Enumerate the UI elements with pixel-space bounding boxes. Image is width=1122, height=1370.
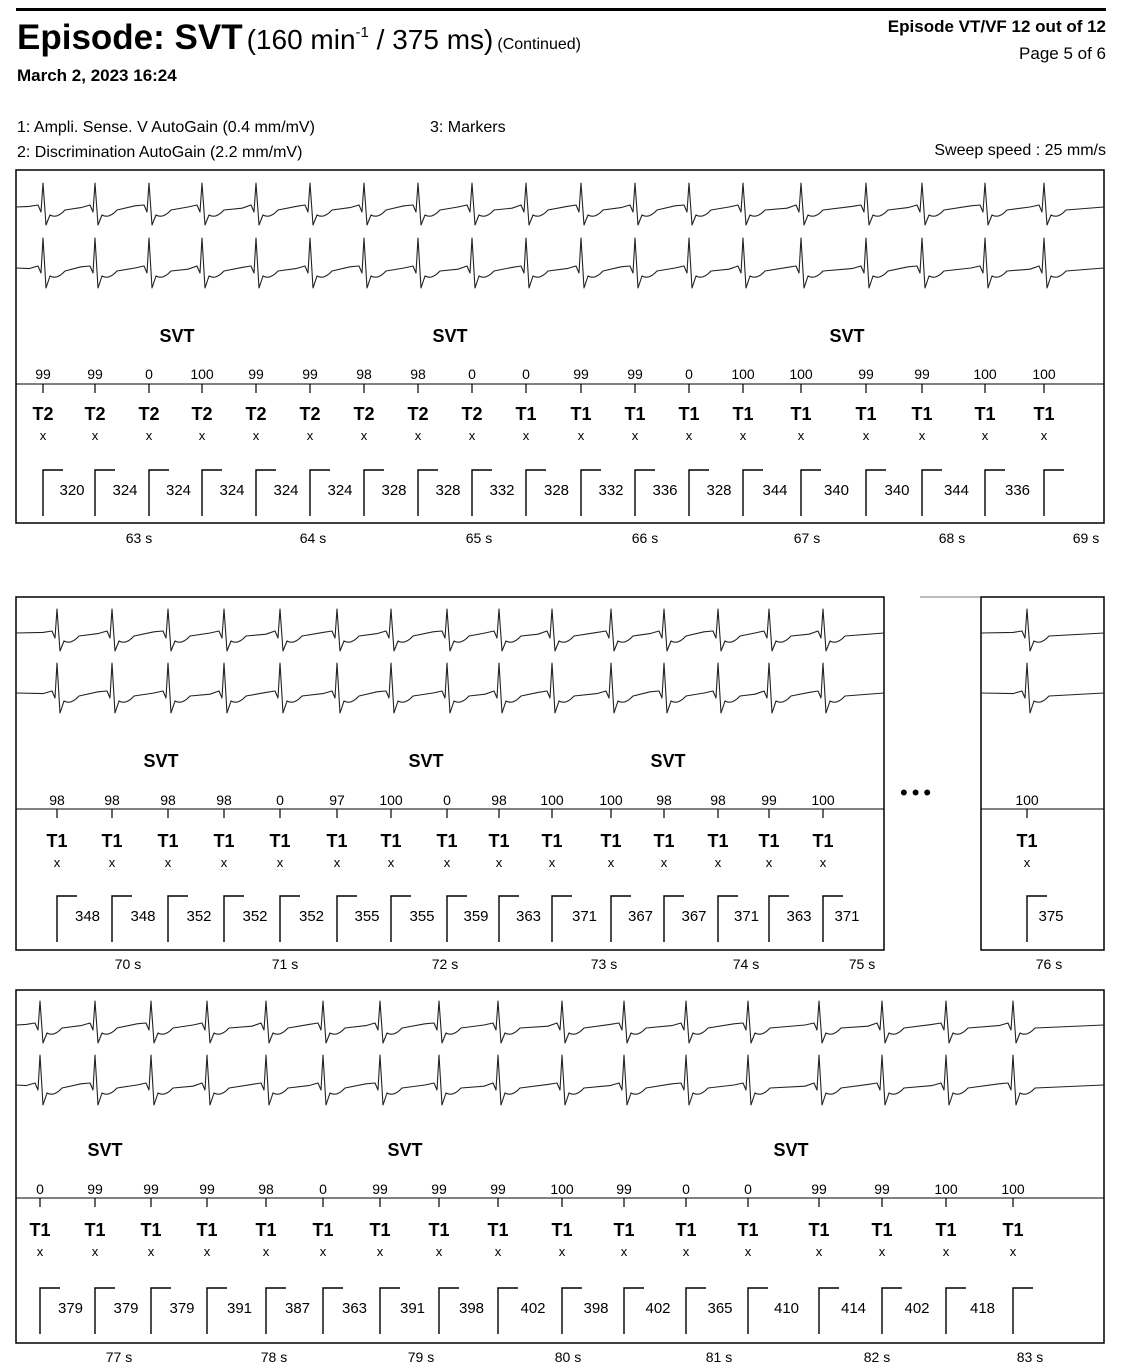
time-label: 71 s xyxy=(271,956,299,972)
event-marker: T1 xyxy=(613,1220,635,1240)
event-marker: T1 xyxy=(808,1220,830,1240)
event-marker-x: x xyxy=(91,1244,99,1259)
channel-2-legend: 2: Discrimination AutoGain (2.2 mm/mV) xyxy=(17,144,303,161)
interval-value: 328 xyxy=(706,482,732,499)
event-marker: T1 xyxy=(678,404,700,424)
match-percent: 98 xyxy=(710,792,726,808)
interval-bracket xyxy=(323,1288,343,1334)
event-marker: T1 xyxy=(380,831,402,851)
event-marker-x: x xyxy=(981,428,989,443)
match-percent: 0 xyxy=(36,1181,44,1197)
event-marker: T1 xyxy=(84,1220,106,1240)
event-marker-x: x xyxy=(203,1244,211,1259)
time-label: 69 s xyxy=(1072,530,1100,546)
event-marker: T1 xyxy=(624,404,646,424)
interval-value: 365 xyxy=(707,1300,733,1317)
match-percent: 0 xyxy=(145,366,153,382)
interval-bracket xyxy=(985,470,1005,516)
match-percent: 100 xyxy=(1001,1181,1025,1197)
interval-value: 371 xyxy=(571,908,598,925)
event-marker-x: x xyxy=(333,855,341,870)
interval-value: 324 xyxy=(165,482,192,499)
time-label: 82 s xyxy=(863,1349,891,1365)
strip-frame xyxy=(981,597,1104,950)
event-marker-x: x xyxy=(744,1244,752,1259)
event-marker-x: x xyxy=(108,855,116,870)
egm-trace-discrimination xyxy=(16,238,1104,288)
egm-trace-sense xyxy=(16,183,1104,225)
event-marker-x: x xyxy=(878,1244,886,1259)
svt-label: SVT xyxy=(143,751,179,771)
event-marker-x: x xyxy=(631,428,639,443)
match-percent: 99 xyxy=(914,366,930,382)
egm-trace-discrimination xyxy=(16,663,884,713)
event-marker: T1 xyxy=(737,1220,759,1240)
time-label: 72 s xyxy=(431,956,459,972)
match-percent: 98 xyxy=(216,792,232,808)
event-marker-x: x xyxy=(145,428,153,443)
svt-label: SVT xyxy=(650,751,686,771)
match-percent: 99 xyxy=(761,792,777,808)
match-percent: 99 xyxy=(87,1181,103,1197)
match-percent: 98 xyxy=(491,792,507,808)
match-percent: 0 xyxy=(522,366,530,382)
time-label: 83 s xyxy=(1016,1349,1044,1365)
event-marker: T1 xyxy=(269,831,291,851)
event-marker-x: x xyxy=(1023,855,1031,870)
interval-value: 324 xyxy=(219,482,245,499)
event-marker-x: x xyxy=(36,1244,44,1259)
interval-value: 402 xyxy=(520,1300,546,1317)
interval-bracket xyxy=(748,1288,768,1334)
interval-bracket xyxy=(801,470,821,516)
channel-3-legend: 3: Markers xyxy=(430,119,506,136)
match-percent: 98 xyxy=(104,792,120,808)
interval-value: 324 xyxy=(273,482,299,499)
event-marker: T1 xyxy=(570,404,592,424)
event-marker-x: x xyxy=(443,855,451,870)
interval-bracket xyxy=(552,896,572,942)
match-percent: 99 xyxy=(372,1181,388,1197)
event-marker: T1 xyxy=(1016,831,1038,851)
match-percent: 100 xyxy=(599,792,623,808)
interval-value: 355 xyxy=(354,908,380,925)
event-marker: T1 xyxy=(812,831,834,851)
event-marker: T2 xyxy=(299,404,321,424)
time-label: 66 s xyxy=(631,530,659,546)
interval-value: 418 xyxy=(969,1300,996,1317)
event-marker-x: x xyxy=(198,428,206,443)
match-percent: 99 xyxy=(87,366,103,382)
event-marker: T2 xyxy=(32,404,54,424)
episode-date: March 2, 2023 16:24 xyxy=(17,66,177,85)
time-label: 80 s xyxy=(554,1349,582,1365)
interval-value: 344 xyxy=(943,482,970,499)
interval-value: 344 xyxy=(762,482,788,499)
time-label: 68 s xyxy=(938,530,966,546)
event-marker-x: x xyxy=(558,1244,566,1259)
match-percent: 0 xyxy=(682,1181,690,1197)
event-marker: T1 xyxy=(1002,1220,1024,1240)
interval-value: 324 xyxy=(112,482,138,499)
match-percent: 99 xyxy=(573,366,589,382)
event-marker: T1 xyxy=(732,404,754,424)
event-marker: T1 xyxy=(312,1220,334,1240)
interval-value: 402 xyxy=(645,1300,671,1317)
ellipsis-dots: ••• xyxy=(900,780,936,805)
event-marker-x: x xyxy=(620,1244,628,1259)
match-percent: 0 xyxy=(685,366,693,382)
episode-rate: (160 $\min^{-1} / 375$ ms) xyxy=(246,24,494,55)
match-percent: 100 xyxy=(1032,366,1056,382)
event-marker: T1 xyxy=(551,1220,573,1240)
interval-bracket xyxy=(168,896,188,942)
event-marker-x: x xyxy=(252,428,260,443)
event-marker-x: x xyxy=(495,855,503,870)
time-label: 73 s xyxy=(590,956,618,972)
egm-trace-discrimination xyxy=(981,663,1104,713)
interval-bracket xyxy=(280,896,300,942)
interval-bracket xyxy=(562,1288,582,1334)
match-percent: 100 xyxy=(811,792,835,808)
event-marker-x: x xyxy=(682,1244,690,1259)
match-percent: 0 xyxy=(319,1181,327,1197)
time-label: 81 s xyxy=(705,1349,733,1365)
interval-value: 387 xyxy=(284,1300,311,1317)
event-marker: T1 xyxy=(369,1220,391,1240)
interval-bracket xyxy=(391,896,411,942)
page-number: Page 5 of 6 xyxy=(1019,44,1106,63)
event-marker: T1 xyxy=(1033,404,1055,424)
interval-bracket xyxy=(946,1288,966,1334)
time-label: 75 s xyxy=(848,956,876,972)
event-marker-x: x xyxy=(468,428,476,443)
interval-value: 352 xyxy=(298,908,325,925)
time-label: 67 s xyxy=(793,530,821,546)
svt-label: SVT xyxy=(432,326,468,346)
continued-label: (Continued) xyxy=(497,36,581,53)
event-marker: T1 xyxy=(196,1220,218,1240)
match-percent: 98 xyxy=(49,792,65,808)
event-marker: T1 xyxy=(326,831,348,851)
interval-value: 328 xyxy=(435,482,461,499)
interval-bracket xyxy=(95,1288,115,1334)
egm-trace-sense xyxy=(16,1001,1104,1043)
interval-value: 402 xyxy=(904,1300,930,1317)
event-marker-x: x xyxy=(147,1244,155,1259)
event-marker-x: x xyxy=(1040,428,1048,443)
match-percent: 99 xyxy=(143,1181,159,1197)
interval-value: 340 xyxy=(823,482,850,499)
svt-label: SVT xyxy=(773,1140,809,1160)
match-percent: 0 xyxy=(443,792,451,808)
episode-count: Episode VT/VF 12 out of 12 xyxy=(887,17,1106,36)
event-marker-x: x xyxy=(414,428,422,443)
event-marker: T1 xyxy=(758,831,780,851)
time-label: 63 s xyxy=(125,530,153,546)
interval-value: 348 xyxy=(130,908,156,925)
event-marker: T1 xyxy=(653,831,675,851)
event-marker-x: x xyxy=(819,855,827,870)
match-percent: 99 xyxy=(431,1181,447,1197)
match-percent: 99 xyxy=(811,1181,827,1197)
egm-trace-sense xyxy=(16,609,884,651)
event-marker-x: x xyxy=(319,1244,327,1259)
match-percent: 99 xyxy=(874,1181,890,1197)
event-marker: T2 xyxy=(138,404,160,424)
event-marker-x: x xyxy=(435,1244,443,1259)
event-marker-x: x xyxy=(39,428,47,443)
match-percent: 99 xyxy=(616,1181,632,1197)
interval-value: 371 xyxy=(834,908,860,925)
match-percent: 100 xyxy=(550,1181,574,1197)
event-marker: T2 xyxy=(245,404,267,424)
interval-bracket xyxy=(151,1288,171,1334)
match-percent: 100 xyxy=(379,792,403,808)
event-marker: T1 xyxy=(871,1220,893,1240)
interval-value: 352 xyxy=(186,908,212,925)
event-marker: T1 xyxy=(488,831,510,851)
interval-bracket xyxy=(819,1288,839,1334)
match-percent: 100 xyxy=(190,366,214,382)
match-percent: 98 xyxy=(160,792,176,808)
interval-bracket xyxy=(1013,1288,1033,1334)
interval-value: 363 xyxy=(515,908,542,925)
episode-label: Episode: SVT xyxy=(17,18,243,57)
interval-value: 398 xyxy=(583,1300,609,1317)
match-percent: 100 xyxy=(731,366,755,382)
match-percent: 0 xyxy=(276,792,284,808)
event-marker-x: x xyxy=(91,428,99,443)
event-marker: T1 xyxy=(255,1220,277,1240)
interval-bracket xyxy=(1044,470,1064,516)
match-percent: 100 xyxy=(934,1181,958,1197)
event-marker: T1 xyxy=(29,1220,51,1240)
event-marker-x: x xyxy=(685,428,693,443)
sweep-speed: Sweep speed : 25 mm/s xyxy=(934,142,1106,159)
match-percent: 99 xyxy=(248,366,264,382)
event-marker: T1 xyxy=(600,831,622,851)
interval-value: 375 xyxy=(1038,908,1064,925)
event-marker: T2 xyxy=(191,404,213,424)
event-marker-x: x xyxy=(862,428,870,443)
time-label: 65 s xyxy=(465,530,493,546)
event-marker-x: x xyxy=(522,428,530,443)
egm-trace-sense xyxy=(981,609,1104,651)
interval-bracket xyxy=(112,896,132,942)
event-marker: T1 xyxy=(46,831,68,851)
match-percent: 100 xyxy=(789,366,813,382)
event-marker-x: x xyxy=(815,1244,823,1259)
interval-bracket xyxy=(380,1288,400,1334)
event-marker-x: x xyxy=(739,428,747,443)
interval-value: 391 xyxy=(399,1300,426,1317)
event-marker: T1 xyxy=(213,831,235,851)
channel-1-legend: 1: Ampli. Sense. V AutoGain (0.4 mm/mV) xyxy=(17,119,315,136)
interval-bracket xyxy=(686,1288,706,1334)
interval-bracket xyxy=(624,1288,644,1334)
interval-value: 320 xyxy=(59,482,85,499)
event-marker-x: x xyxy=(918,428,926,443)
match-percent: 99 xyxy=(627,366,643,382)
event-marker-x: x xyxy=(660,855,668,870)
event-marker-x: x xyxy=(164,855,172,870)
interval-value: 363 xyxy=(786,908,812,925)
svt-label: SVT xyxy=(387,1140,423,1160)
event-marker-x: x xyxy=(765,855,773,870)
event-marker: T1 xyxy=(140,1220,162,1240)
interval-value: 328 xyxy=(381,482,407,499)
match-percent: 100 xyxy=(973,366,997,382)
event-marker-x: x xyxy=(387,855,395,870)
interval-value: 352 xyxy=(242,908,268,925)
event-marker-x: x xyxy=(797,428,805,443)
match-percent: 100 xyxy=(540,792,564,808)
match-percent: 0 xyxy=(468,366,476,382)
event-marker: T2 xyxy=(353,404,375,424)
event-marker-x: x xyxy=(714,855,722,870)
interval-bracket xyxy=(439,1288,459,1334)
event-marker-x: x xyxy=(942,1244,950,1259)
interval-value: 363 xyxy=(341,1300,368,1317)
interval-value: 336 xyxy=(652,482,678,499)
match-percent: 98 xyxy=(656,792,672,808)
interval-value: 355 xyxy=(409,908,435,925)
interval-value: 414 xyxy=(840,1300,867,1317)
event-marker-x: x xyxy=(262,1244,270,1259)
event-marker: T2 xyxy=(461,404,483,424)
time-label: 77 s xyxy=(105,1349,133,1365)
event-marker-x: x xyxy=(276,855,284,870)
interval-value: 348 xyxy=(74,908,101,925)
match-percent: 99 xyxy=(858,366,874,382)
interval-value: 336 xyxy=(1004,482,1031,499)
event-marker: T2 xyxy=(407,404,429,424)
match-percent: 0 xyxy=(744,1181,752,1197)
event-marker: T1 xyxy=(101,831,123,851)
event-marker: T1 xyxy=(911,404,933,424)
match-percent: 97 xyxy=(329,792,345,808)
event-marker-x: x xyxy=(306,428,314,443)
event-marker: T1 xyxy=(487,1220,509,1240)
event-marker-x: x xyxy=(1009,1244,1017,1259)
event-marker: T1 xyxy=(675,1220,697,1240)
event-marker: T1 xyxy=(790,404,812,424)
interval-bracket xyxy=(882,1288,902,1334)
interval-bracket xyxy=(207,1288,227,1334)
egm-trace-discrimination xyxy=(16,1055,1104,1105)
event-marker-x: x xyxy=(53,855,61,870)
interval-bracket xyxy=(266,1288,286,1334)
svt-label: SVT xyxy=(408,751,444,771)
interval-value: 367 xyxy=(627,908,654,925)
interval-value: 324 xyxy=(327,482,353,499)
match-percent: 99 xyxy=(35,366,51,382)
interval-value: 391 xyxy=(226,1300,253,1317)
match-percent: 98 xyxy=(356,366,372,382)
interval-value: 359 xyxy=(463,908,489,925)
svt-label: SVT xyxy=(87,1140,123,1160)
svt-label: SVT xyxy=(829,326,865,346)
match-percent: 99 xyxy=(302,366,318,382)
interval-value: 340 xyxy=(884,482,910,499)
interval-value: 328 xyxy=(543,482,570,499)
event-marker: T1 xyxy=(541,831,563,851)
event-marker-x: x xyxy=(220,855,228,870)
time-label: 79 s xyxy=(407,1349,435,1365)
interval-bracket xyxy=(866,470,886,516)
interval-value: 379 xyxy=(113,1300,139,1317)
match-percent: 100 xyxy=(1015,792,1039,808)
time-label: 76 s xyxy=(1035,956,1063,972)
match-percent: 98 xyxy=(258,1181,274,1197)
interval-value: 332 xyxy=(489,482,515,499)
event-marker: T1 xyxy=(515,404,537,424)
interval-value: 410 xyxy=(773,1300,800,1317)
event-marker-x: x xyxy=(494,1244,502,1259)
event-marker: T1 xyxy=(935,1220,957,1240)
interval-bracket xyxy=(498,1288,518,1334)
event-marker-x: x xyxy=(376,1244,384,1259)
interval-value: 379 xyxy=(169,1300,195,1317)
event-marker: T1 xyxy=(436,831,458,851)
match-percent: 98 xyxy=(410,366,426,382)
svt-label: SVT xyxy=(159,326,195,346)
time-label: 70 s xyxy=(114,956,142,972)
match-percent: 99 xyxy=(199,1181,215,1197)
event-marker: T1 xyxy=(157,831,179,851)
interval-bracket xyxy=(743,470,763,516)
interval-value: 332 xyxy=(598,482,624,499)
time-label: 74 s xyxy=(732,956,760,972)
time-label: 64 s xyxy=(299,530,327,546)
event-marker: T1 xyxy=(707,831,729,851)
time-label: 78 s xyxy=(260,1349,288,1365)
event-marker-x: x xyxy=(577,428,585,443)
event-marker: T1 xyxy=(855,404,877,424)
match-percent: 99 xyxy=(490,1181,506,1197)
interval-bracket xyxy=(224,896,244,942)
event-marker: T1 xyxy=(428,1220,450,1240)
event-marker: T2 xyxy=(84,404,106,424)
interval-value: 367 xyxy=(681,908,707,925)
interval-bracket xyxy=(922,470,942,516)
event-marker-x: x xyxy=(360,428,368,443)
strip-frame xyxy=(16,990,1104,1343)
interval-value: 379 xyxy=(57,1300,84,1317)
interval-value: 371 xyxy=(733,908,760,925)
event-marker: T1 xyxy=(974,404,996,424)
interval-value: 398 xyxy=(458,1300,485,1317)
event-marker-x: x xyxy=(607,855,615,870)
event-marker-x: x xyxy=(548,855,556,870)
